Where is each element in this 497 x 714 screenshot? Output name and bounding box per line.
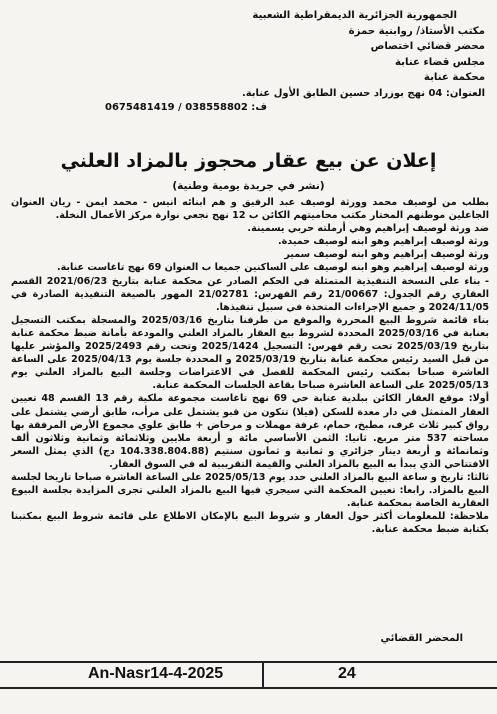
header-line: محضر قضائي اختصاص: [370, 41, 485, 52]
bailiff-signature: المحضر القضائي: [380, 633, 463, 644]
newspaper-date: An-Nasr14-4-2025: [88, 665, 224, 682]
body-paragraph: ضد ورثة لوصيف إبراهيم وهي أرملته حربي يسمينة.: [247, 223, 489, 235]
page-number: 24: [338, 665, 356, 682]
issuer-header: [105, 8, 485, 115]
body-paragraph: ورثة لوصيف إبراهيم وهو ابنه لوصيف سمير: [284, 249, 489, 261]
notice-title: إعلان عن بيع عقار محجوز بالمزاد العلني: [60, 150, 437, 172]
office-phones: 0675481419 / 038558802 :ف: [105, 101, 267, 113]
body-paragraph: - بناء على النسخة التنفيذية المتمثلة في الحكم الصادر عن محكمة عنابة بتاريخ 2021/06/23 القسم العقاري رقم الجدول: 21/00667 رقم الفهرس: 21/02781 المهور بالصيغة التنفيذية الصادرة في 2024/11/05 و جميع الإجراءات المتخذة في سبيل تنفيذها.: [11, 275, 490, 313]
body-paragraph: ورثة لوصيف إبراهيم وهو ابنه لوصيف على الساكنين جميعا ب العنوان 69 نهج تاغاست عنابة.: [56, 262, 489, 274]
body-paragraph: ثالثا: تاريخ و ساعة البيع بالمزاد العلني حدد يوم 2025/05/13 على الساعة العاشرة صباحا تاريخا لجلسة البيع بالمزاد. رابعا: تعيين المحكمة التي سيجري فيها البيع بالمزاد العلني تجرى المزايدة بجلسة البيوع العقارية الخاصة بمحكمة عنابة.: [11, 471, 490, 510]
footer-divider: [262, 663, 264, 687]
page-footer: [0, 661, 497, 689]
header-line: مجلس قضاء عنابة: [395, 56, 485, 68]
notice-subtitle: (نشر في جريدة يومية وطنية): [172, 180, 325, 192]
body-paragraph: أولا: موقع العقار الكائن ببلدية عنابة حي 69 نهج تاغاست مجموعة ملكية رقم 13 القسم 48 تعيين العقار المتمثل في دار معدة للسكن (فيلا) تتكون من قبو يشتمل على مرأب، طابق أرضي يشتمل على رواق كبير ثلاث غرف، مطبخ، حمام، غرفة مهملات و مرحاض + طابق علوي مجموع الأرض المرفقة بها مساحته 537 متر مربع. ثانيا: الثمن الأساسي مائة و أربعة ملايين وثلاثمائة وثمانية وثلاثون ألف وثمانمائة و أربعة دينار جزائري و ثمانية و ثمانون سنتيم (104.338.804.88 دج) الذي يمثل السعر الافتتاحي الذي يبدأ به البيع بالمزاد العلني والقيمة التقريبية له في السوق العقار.: [11, 393, 489, 470]
body-paragraph: ورثة لوصيف إبراهيم وهو ابنه لوصيف حميدة.: [277, 236, 489, 248]
notice-body: [11, 196, 489, 536]
body-paragraph: بطلب من لوصيف محمد وورثة لوصيف عبد الرفيق و هم ابنائه انيس - محمد ايمن - ريان العنوان الجاعلين موطنهم المختار مكتب محاميتهم الكائن ب 12 نهج نجعي نوارة مركز الأعمال النخلة.: [11, 197, 489, 222]
office-address: العنوان: 04 نهج بوزراد حسين الطابق الأول عنابة.: [241, 87, 485, 99]
body-paragraph: ملاحظة: للمعلومات أكثر حول العقار و شروط البيع بالإمكان الاطلاع على قائمة شروط البيع بمكتبنا بكتابة ضبط محكمة عنابة.: [11, 511, 489, 536]
body-paragraph: بناء قائمة شروط البيع المحررة والموقع من طرفنا بتاريخ 2025/03/16 والمسجلة بمكتب التسجيل بعنابة في 2025/03/16 المحددة لشروط بيع العقار بالمزاد العلني والمودعة بأمانة ضبط محكمة عنابة بتاريخ 2025/03/19 تحت رقم فهرس: التسجيل 2025/1424 وتحت رقم 2025/2493 والمؤشر عليها من قبل السيد رئيس محكمة عنابة بتاريخ 2025/03/19 و المحددة جلسة يوم 2025/04/13 على الساعة العاشرة صباحا بمكتب رئيس المحكمة للفصل في الاعتراضات وجلسة البيع بالمزاد العلني يوم 2025/05/13 على الساعة العاشرة صباحا بقاعة الجلسات المحكمة عنابة.: [11, 314, 490, 392]
header-line: مكتب الأستاذ/ روابنية حمزة: [348, 25, 485, 37]
header-line: الجمهورية الجزائرية الديمقراطية الشعبية: [252, 10, 457, 21]
header-line: محكمة عنابة: [423, 72, 485, 83]
